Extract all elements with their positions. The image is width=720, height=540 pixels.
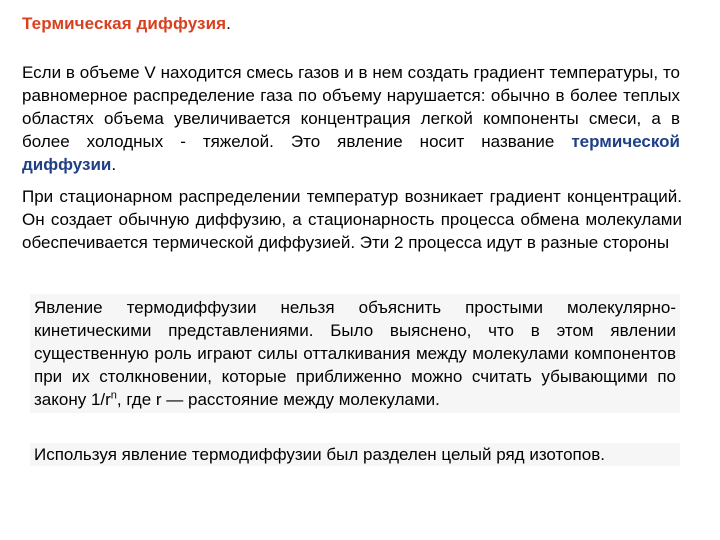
paragraph-definition-end: . [111,155,117,174]
term-highlight: термической диффузии [22,132,680,174]
paragraph-definition [22,61,680,176]
paragraph-stationary-text: При стационарном распределении температур возникает градиент концентраций. Он создает обычную диффузию, а стационарность процесса обмена молекулами обеспечивается термической диффузией. Эти 2 процесса идут в разные стороны [22,187,682,252]
paragraph-definition-text: Если в объеме V находится смесь газов и в нем создать градиент температуры, то равномерное распределение газа по объему нарушается: обычно в более теплых областях объема увеличивается концентрация легкой компоненты смеси, а в более холодных - тяжелой. Это явление носит название [22,63,680,151]
paragraph-explanation [30,294,680,413]
slide-title-dot: . [226,14,231,33]
paragraph-explanation-text: Явление термодиффузии нельзя объяснить простыми молекулярно-кинетическими представлениями. Было выяснено, что в этом явлении существенную роль играют силы отталкивания между молекулами компонентов при их столкновении, которые приближенно можно считать убывающими по закону 1/r [34,298,676,409]
paragraph-explanation-end: , где r — расстояние между молекулами. [116,390,440,409]
slide-title-text: Термическая диффузия [22,14,227,33]
paragraph-stationary [22,185,682,254]
paragraph-isotopes-text: Используя явление термодиффузии был разделен целый ряд изотопов. [34,445,605,464]
exponent-n: n [110,389,117,402]
slide-title [22,14,231,34]
paragraph-isotopes [30,443,680,466]
